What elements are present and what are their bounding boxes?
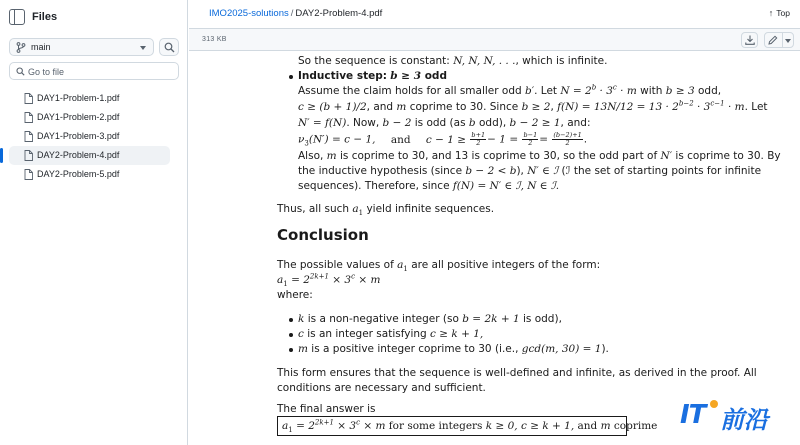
text-line: The possible values of $a_1$ are all positive integers of the form: — [277, 259, 601, 274]
search-button[interactable] — [159, 38, 179, 56]
text-line: the inductive hypothesis (since b − 2 < b), N′ ∈ ℐ (ℐ the set of starting points for infinite — [298, 165, 762, 177]
final-answer-box: $a_1 = 2^{2k+1} \times 3^c \times m$ for some integers k ≥ 0, c ≥ k + 1, and m coprime — [277, 416, 627, 436]
bullet — [289, 318, 293, 322]
text-line: So the sequence is constant: N, N, N, . . ., which is infinite. — [298, 55, 608, 67]
branch-name: main — [31, 42, 51, 52]
file-size: 313 KB — [202, 36, 227, 43]
file-name: DAY2-Problem-4.pdf — [37, 150, 120, 160]
pdf-page — [198, 52, 790, 445]
watermark-dot — [710, 400, 718, 408]
pdf-viewer[interactable] — [198, 52, 800, 445]
bullet — [289, 333, 293, 337]
git-branch-icon — [16, 42, 26, 53]
file-icon — [24, 112, 33, 123]
breadcrumb — [209, 8, 382, 19]
arrow-up-icon: ↑ — [768, 8, 774, 18]
go-to-file-input[interactable] — [28, 65, 176, 78]
file-icon — [24, 150, 33, 161]
text-line: sequences). Therefore, since f(N) = N′ ∈ ℐ, N ∈ ℐ. — [298, 180, 560, 192]
file-item-day1-problem-3[interactable] — [9, 127, 170, 146]
breadcrumb-separator: / — [290, 8, 294, 19]
file-toolbar — [189, 28, 800, 51]
math-line: $\nu_3(N') = c - 1$, and c − 1 ≥ $\frac{b+1}{2}$ − 1 = $\frac{b-1}{2}$ = $\frac{(b-2)+1}{2}$ . — [298, 131, 588, 148]
breadcrumb-repo-link[interactable]: IMO2025-solutions — [209, 8, 289, 19]
file-item-day1-problem-2[interactable] — [9, 108, 170, 127]
file-name: DAY2-Problem-5.pdf — [37, 169, 120, 179]
list-item: c is an integer satisfying c ≥ k + 1, — [298, 328, 484, 340]
conclusion-heading: Conclusion — [277, 226, 369, 244]
chevron-down-icon — [140, 46, 146, 50]
file-item-day2-problem-4[interactable] — [9, 146, 170, 165]
search-icon — [164, 42, 175, 53]
top-label: Top — [776, 8, 790, 18]
more-edit-options-button[interactable] — [783, 33, 794, 47]
formula-line: $a_1 = 2^{2k+1} \times 3^c \times m$ — [277, 272, 381, 289]
file-name: DAY1-Problem-1.pdf — [37, 93, 120, 103]
edit-button[interactable] — [765, 33, 783, 47]
go-to-file-field[interactable] — [9, 62, 179, 80]
file-item-day2-problem-5[interactable] — [9, 165, 170, 184]
text-line: conditions are necessary and sufficient. — [277, 382, 486, 394]
inductive-step-heading: Inductive step: b ≥ 3 odd — [298, 70, 447, 82]
panel-toggle-icon[interactable] — [9, 9, 25, 25]
fraction: $\frac{(b-2)+1}{2}$ — [553, 131, 582, 147]
text-line: This form ensures that the sequence is well-defined and infinite, as derived in the proof. All — [277, 367, 757, 379]
text-line: Thus, all such $a_1$ yield infinite sequences. — [277, 203, 495, 218]
sidebar-header — [0, 0, 188, 34]
file-icon — [24, 131, 33, 142]
list-item: m is a positive integer coprime to 30 (i.e., gcd(m, 30) = 1). — [298, 343, 609, 355]
top-button[interactable] — [769, 8, 790, 18]
download-icon — [745, 35, 755, 45]
text-line: The final answer is — [277, 403, 376, 415]
selection-indicator — [0, 148, 3, 163]
file-tree-sidebar — [0, 0, 188, 445]
branch-selector[interactable] — [9, 38, 154, 56]
fraction: $\frac{b+1}{2}$ — [471, 131, 486, 147]
text-line: Assume the claim holds for all smaller odd b′. Let $N = 2^b \cdot 3^c \cdot m$ with b ≥ 3 odd, — [298, 83, 722, 97]
download-button[interactable] — [741, 32, 758, 48]
watermark-brand-cn: 前沿 — [720, 406, 768, 434]
file-item-day1-problem-1[interactable] — [9, 89, 170, 108]
file-header — [189, 0, 800, 26]
sidebar-title: Files — [32, 11, 58, 23]
file-list — [0, 89, 188, 184]
it-qianyan-watermark-logo — [680, 398, 798, 438]
fraction: $\frac{b-1}{2}$ — [523, 131, 538, 147]
watermark-brand: IT — [680, 400, 706, 430]
edit-button-group — [764, 32, 794, 48]
pencil-icon — [768, 35, 778, 45]
file-name: DAY1-Problem-2.pdf — [37, 112, 120, 122]
breadcrumb-file: DAY2-Problem-4.pdf — [295, 8, 383, 19]
text-line: c ≥ (b + 1)/2, and m coprime to 30. Since b ≥ 2, $f(N) = 13N/12 = 13 \cdot 2^{b-2} \cdot 3^{c-1} \cdot m$. Let — [298, 99, 768, 113]
text-line: N′ = f(N). Now, b − 2 is odd (as b odd), b − 2 ≥ 1, and: — [298, 117, 591, 129]
bullet — [289, 348, 293, 352]
file-icon — [24, 169, 33, 180]
search-icon — [16, 67, 25, 76]
list-item: k is a non-negative integer (so b = 2k + 1 is odd), — [298, 313, 562, 325]
chevron-down-icon — [785, 39, 791, 43]
file-name: DAY1-Problem-3.pdf — [37, 131, 120, 141]
bullet — [289, 75, 293, 79]
file-icon — [24, 93, 33, 104]
text-line: Also, m is coprime to 30, and 13 is coprime to 30, so the odd part of N′ is coprime to 30. By — [298, 150, 781, 162]
text-line: where: — [277, 289, 313, 301]
